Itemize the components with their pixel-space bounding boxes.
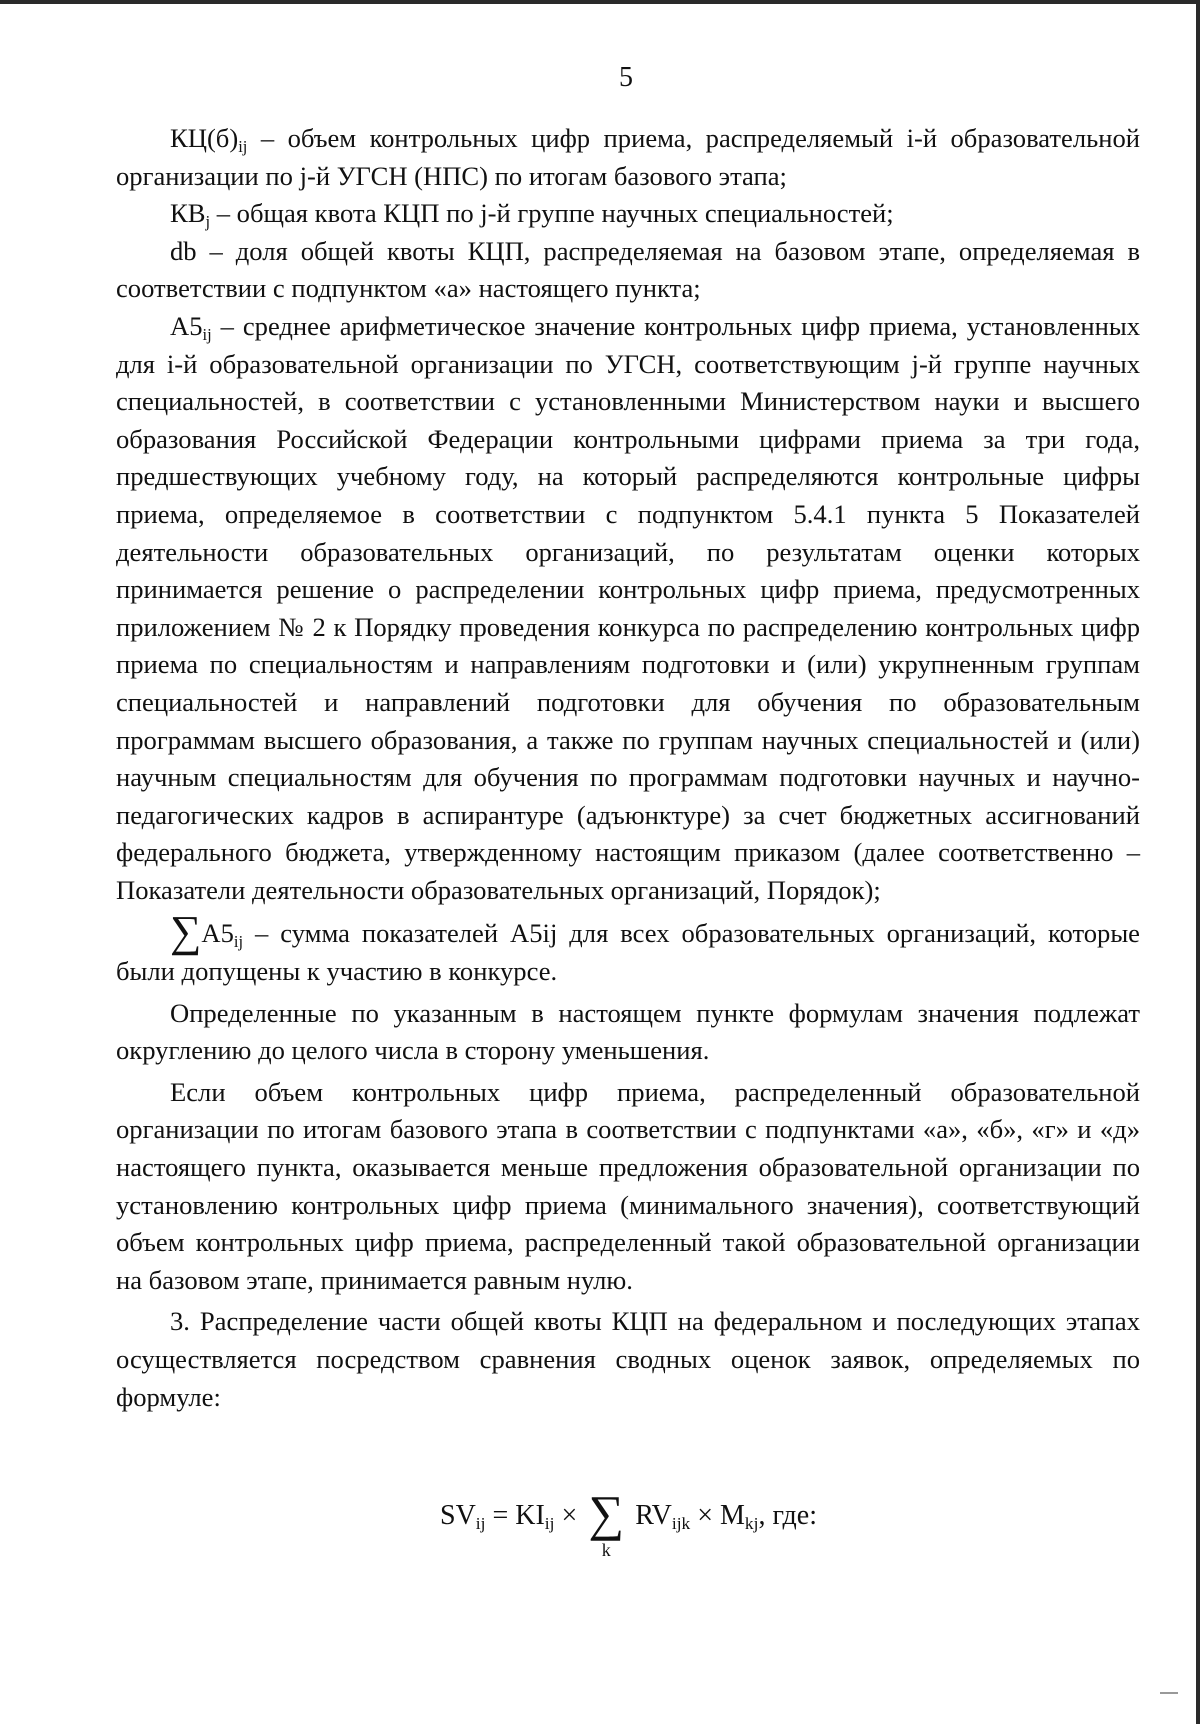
kv-subscript: j xyxy=(205,212,211,232)
scan-mark xyxy=(1160,1692,1178,1694)
summation xyxy=(584,1485,628,1560)
ki-term: = KI xyxy=(485,1500,545,1531)
m-subscript: kj xyxy=(744,1514,759,1534)
sum-a5-subscript: ij xyxy=(233,932,244,952)
sum-a5-symbol: A5 xyxy=(201,918,234,949)
sigma-symbol: ∑ xyxy=(170,907,202,957)
page-number: 5 xyxy=(619,62,633,93)
sv-symbol: SV xyxy=(440,1500,476,1531)
sv-subscript: ij xyxy=(475,1514,486,1534)
paragraph-item-3: 3. Распределение части общей квоты КЦП на федеральном и последующих этапах осуществляется посредством сравнения сводных оценок заявок, определяемых по формуле: xyxy=(116,1306,1140,1412)
kc-subscript: ij xyxy=(238,136,248,156)
summation-sigma: ∑ xyxy=(588,1485,625,1541)
paragraph-zero-rule: Если объем контрольных цифр приема, распределенный образовательной организации по итогам базового этапа в соответствии с подпунктами «а», «б», «г» и «д» настоящего пункта, оказывается меньше предложения образовательной организации по установлению контрольных цифр приема (минимального значения), соответствующий объем контрольных цифр приема, распределенный такой образовательной организации на базовом этапе, принимается равным нулю. xyxy=(116,1076,1140,1295)
rv-subscript: ijk xyxy=(671,1514,691,1534)
kc-text: – объем контрольных цифр приема, распределяемый i-й образовательной организации по j-й УГСН (НПС) по итогам базового этапа; xyxy=(116,123,1140,191)
paragraph-a5-definition xyxy=(116,308,1140,910)
a5-text: – среднее арифметическое значение контрольных цифр приема, установленных для i-й образовательной организации по УГСН, соответствующим j-й группе научных специальностей, в соответствии с установленными Министерством науки и высшего образования Российской Федерации контрольными цифрами приема за три года, предшествующих учебному году, на который распределяются контрольные цифры приема, определяемое в соответствии с подпунктом 5.4.1 пункта 5 Показателей деятельности образовательных организаций, по результатам оценки которых принимается решение о распределении контрольных цифр приема, предусмотренных приложением № 2 к Порядку проведения конкурса по распределению контрольных цифр приема по специальностям и направлениям подготовки и (или) укрупненным группам специальностей и направлений подготовки для обучения по образовательным программам высшего образования, а также по группам научных специальностей и (или) научным специальностям для обучения по программам подготовки научных и научно-педагогических кадров в аспирантуре (адъюнктуре) за счет бюджетных ассигнований федерального бюджета, утвержденному настоящим приказом (далее соответственно – Показатели деятельности образовательных организаций, Порядок); xyxy=(116,310,1140,905)
ki-subscript: ij xyxy=(544,1514,555,1534)
m-term: × M xyxy=(690,1500,745,1531)
paragraph-kv-definition xyxy=(116,195,1140,233)
rv-term: RV xyxy=(628,1500,672,1531)
a5-subscript: ij xyxy=(202,324,212,344)
summation-index: k xyxy=(601,1540,611,1560)
paragraph-kc-definition xyxy=(116,120,1140,195)
sv-formula xyxy=(440,1485,817,1560)
a5-symbol: A5 xyxy=(170,310,203,341)
paragraph-db-definition: db – доля общей квоты КЦП, распределяемая на базовом этапе, определяемая в соответствии с подпунктом «а» настоящего пункта; xyxy=(116,235,1140,304)
sum-a5-text: – сумма показателей A5ij для всех образовательных организаций, которые были допущены к участию в конкурсе. xyxy=(116,918,1140,987)
document-body xyxy=(116,120,1140,1416)
paragraph-sum-a5-definition xyxy=(116,907,1140,990)
paragraph-rounding: Определенные по указанным в настоящем пункте формулам значения подлежат округлению до целого числа в сторону уменьшения. xyxy=(116,997,1140,1066)
formula-tail: , где: xyxy=(758,1500,817,1531)
times-sign: × xyxy=(554,1500,585,1531)
formula-block xyxy=(0,1485,1200,1578)
scan-edge-top xyxy=(0,0,1200,4)
kv-symbol: КВ xyxy=(170,198,206,229)
kc-symbol: КЦ(б) xyxy=(170,123,239,153)
kv-text: – общая квота КЦП по j-й группе научных специальностей; xyxy=(210,198,894,229)
scan-edge-right xyxy=(1196,0,1200,1724)
